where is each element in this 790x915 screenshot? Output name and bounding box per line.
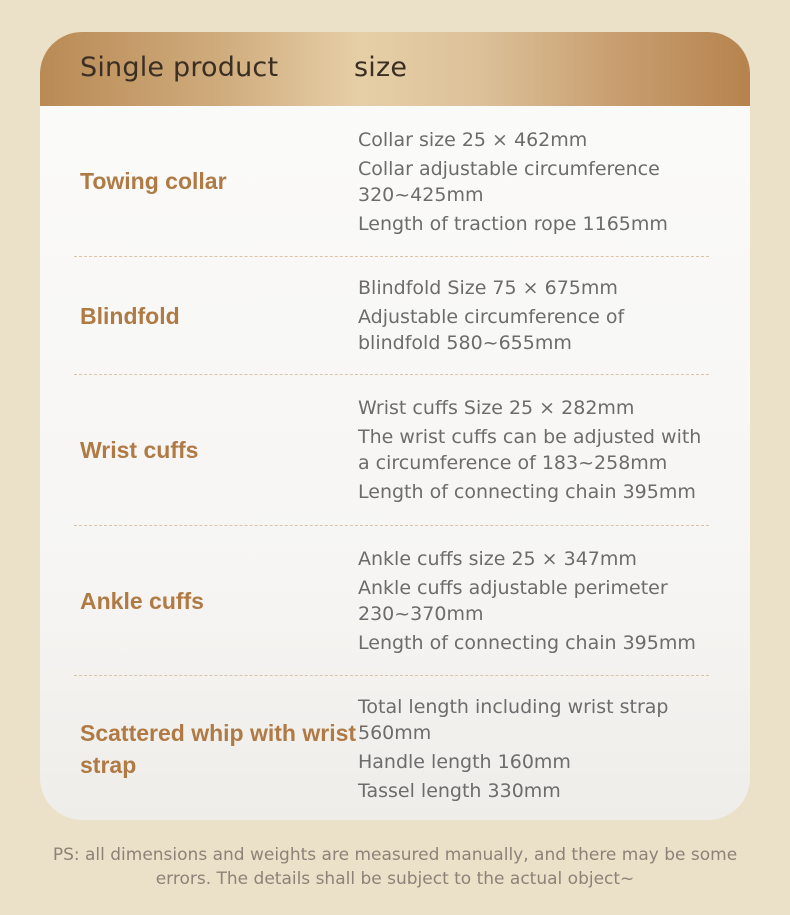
- spec-line: Ankle cuffs size 25 × 347mm: [358, 547, 637, 570]
- size-table-card: [40, 32, 750, 820]
- product-specs: [358, 125, 709, 237]
- spec-line: Collar size 25 × 462mm: [358, 129, 588, 151]
- product-specs: [358, 275, 709, 356]
- product-name: Ankle cuffs: [80, 587, 204, 614]
- table-header: [40, 32, 750, 106]
- spec-line: Adjustable circumference of blindfold 580~655mm: [358, 306, 625, 354]
- spec-line: Length of connecting chain 395mm: [358, 481, 696, 503]
- spec-line: The wrist cuffs can be adjusted with a circumference of 183~258mm: [358, 426, 702, 474]
- spec-line: Length of connecting chain 395mm: [358, 631, 696, 654]
- product-name: Wrist cuffs: [80, 437, 199, 463]
- table-row-wrist-cuffs: [74, 375, 709, 526]
- spec-line: Handle length 160mm: [358, 750, 571, 773]
- header-size-label: size: [354, 52, 408, 83]
- product-specs: [358, 546, 709, 656]
- product-name: Blindfold: [80, 302, 180, 329]
- spec-line: Ankle cuffs adjustable perimeter 230~370mm: [358, 576, 668, 625]
- table-body: [40, 106, 750, 820]
- measurement-disclaimer: PS: all dimensions and weights are measured manually, and there may be some errors. The details shall be subject to the actual object~: [52, 845, 738, 889]
- spec-line: Tassel length 330mm: [358, 779, 561, 802]
- table-row-towing-collar: [74, 106, 709, 257]
- product-specs: [358, 395, 709, 505]
- table-row-ankle-cuffs: [74, 526, 709, 676]
- product-specs: [358, 694, 709, 804]
- table-row-blindfold: [74, 257, 709, 375]
- spec-line: Total length including wrist strap 560mm: [358, 695, 669, 744]
- product-name: Towing collar: [80, 168, 227, 194]
- table-row-scattered-whip: [74, 676, 709, 820]
- spec-line: Blindfold Size 75 × 675mm: [358, 277, 618, 299]
- product-name: Scattered whip with wrist strap: [80, 719, 357, 778]
- spec-line: Wrist cuffs Size 25 × 282mm: [358, 397, 635, 419]
- spec-line: Length of traction rope 1165mm: [358, 213, 668, 235]
- header-product-label: Single product: [80, 52, 279, 83]
- spec-line: Collar adjustable circumference 320~425mm: [358, 158, 660, 206]
